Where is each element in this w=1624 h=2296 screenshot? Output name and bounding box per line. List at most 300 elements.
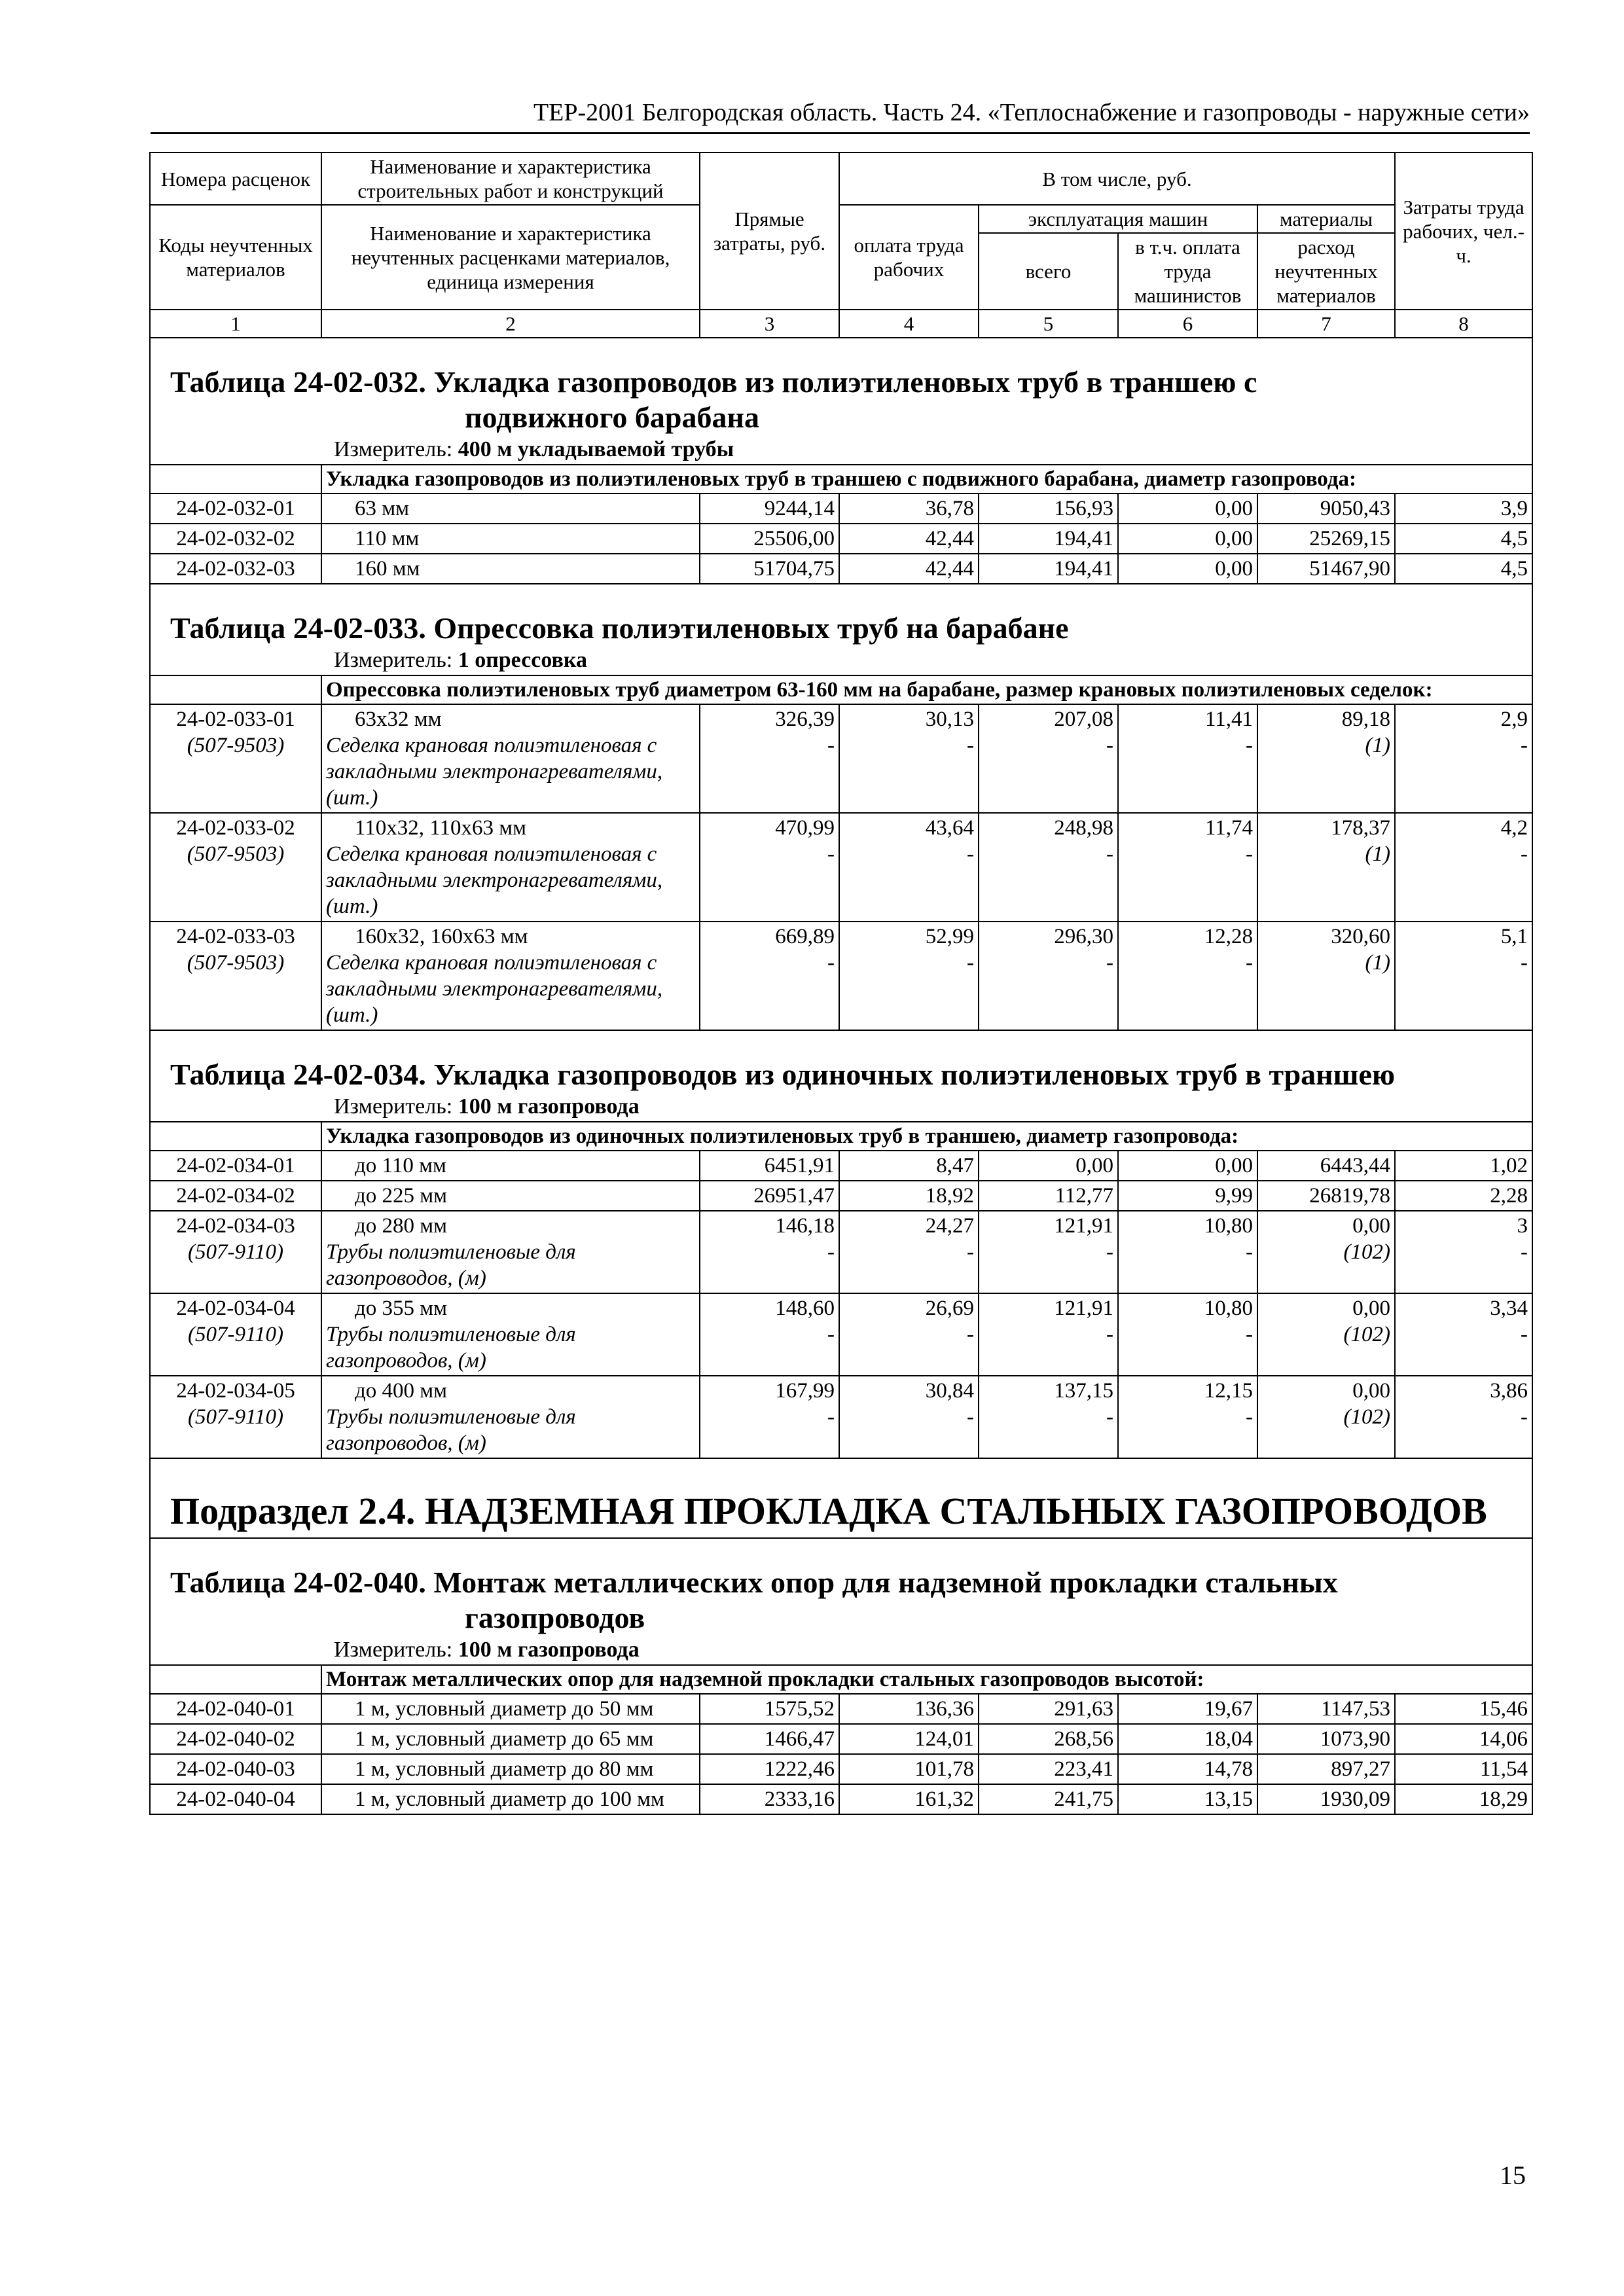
rate-name: 110х32, 110х63 мм: [355, 816, 527, 840]
value-cell-c4: [839, 813, 979, 922]
dash-mark: -: [1521, 951, 1528, 975]
value-c8: 4,5: [1395, 554, 1532, 584]
subsection-row: [150, 1458, 1532, 1538]
value-c4: 124,01: [839, 1724, 979, 1754]
value-c3: 26951,47: [700, 1181, 839, 1211]
value-c4: 52,99: [925, 925, 974, 948]
table-row: [150, 922, 1532, 1030]
rate-name-cell: [321, 1293, 700, 1376]
meter-label: Измеритель:: [334, 648, 453, 672]
value-cell-c6: [1118, 1211, 1257, 1293]
dash-mark: -: [1106, 1323, 1113, 1346]
value-c6: 19,67: [1118, 1694, 1257, 1724]
value-cell-c7: [1257, 1211, 1395, 1293]
col8-header: Затраты труда рабочих, чел.-ч.: [1395, 152, 1532, 310]
value-cell-c5: [979, 704, 1118, 813]
table-row: [150, 493, 1532, 524]
value-c7: 1930,09: [1257, 1784, 1395, 1814]
rate-code: 24-02-034-01: [150, 1151, 321, 1181]
value-c8: 18,29: [1395, 1784, 1532, 1814]
group-empty: [150, 1665, 321, 1694]
spacer: [151, 584, 1532, 611]
table-row: [150, 1211, 1532, 1293]
value-c3: 1222,46: [700, 1754, 839, 1784]
rate-code: 24-02-032-03: [150, 554, 321, 584]
rate-name: 1 м, условный диаметр до 100 мм: [321, 1784, 700, 1814]
value-c6: 12,15: [1204, 1379, 1253, 1403]
table-title-line1: Таблица 24-02-032. Укладка газопроводов из полиэтиленовых труб в траншею с: [170, 365, 1257, 399]
rate-name: 1 м, условный диаметр до 80 мм: [321, 1754, 700, 1784]
table-row: [150, 1694, 1532, 1724]
value-c4: 161,32: [839, 1784, 979, 1814]
value-c7: 1073,90: [1257, 1724, 1395, 1754]
material-code: (507-9503): [187, 951, 285, 975]
value-cell-c7: [1257, 813, 1395, 922]
rate-name-cell: [321, 922, 700, 1030]
material-code: (507-9503): [187, 734, 285, 757]
value-c8: 3,34: [1490, 1297, 1528, 1320]
spacer: [151, 1031, 1532, 1057]
value-cell-c6: [1118, 922, 1257, 1030]
value-c6: 14,78: [1118, 1754, 1257, 1784]
material-code: (507-9110): [187, 1323, 284, 1346]
value-c8: 2,9: [1500, 708, 1528, 731]
value-c7: 26819,78: [1257, 1181, 1395, 1211]
table-title-cell: [150, 338, 1532, 465]
value-c4: 136,36: [839, 1694, 979, 1724]
meter-line: [151, 646, 1532, 675]
value-cell-c8: [1395, 1211, 1532, 1293]
value-c6: 0,00: [1118, 554, 1257, 584]
table-title-row: [150, 584, 1532, 675]
table-title-row: [150, 338, 1532, 465]
dash-mark: -: [1106, 1405, 1113, 1429]
rate-name: до 225 мм: [321, 1181, 700, 1211]
value-c8: 4,5: [1395, 524, 1532, 554]
materials-header: материалы: [1257, 205, 1395, 233]
value-c5: 291,63: [979, 1694, 1118, 1724]
material-name: Седелка крановая полиэтиленовая с закладными электронагревателями, (шт.): [326, 951, 663, 1027]
meter-label: Измеритель:: [334, 1094, 453, 1119]
value-c8: 2,28: [1395, 1181, 1532, 1211]
material-qty: (102): [1343, 1405, 1391, 1429]
col3-header: Прямые затраты, руб.: [700, 152, 839, 310]
value-c7: 0,00: [1352, 1297, 1391, 1320]
col4-header: оплата труда рабочих: [839, 205, 979, 310]
dash-mark: -: [967, 1240, 974, 1264]
table-title-line2: газопроводов: [465, 1601, 645, 1634]
col-number: 1: [150, 310, 321, 338]
group-empty: [150, 1122, 321, 1151]
group-title: Укладка газопроводов из полиэтиленовых труб в траншею с подвижного барабана, диаметр газопровода:: [321, 465, 1532, 493]
rate-name: 110 мм: [321, 524, 700, 554]
value-cell-c6: [1118, 1376, 1257, 1458]
col2-header-b: Наименование и характеристика неучтенных расценками материалов, единица измерения: [321, 205, 700, 310]
machines-header: эксплуатация машин: [979, 205, 1257, 233]
value-c7: 1147,53: [1257, 1694, 1395, 1724]
rate-code: 24-02-033-01: [176, 708, 295, 731]
material-name: Трубы полиэтиленовые для газопроводов, (м): [326, 1323, 576, 1372]
col7-header: расход неучтенных материалов: [1257, 233, 1395, 310]
value-c3: 470,99: [775, 816, 835, 840]
value-cell-c7: [1257, 1376, 1395, 1458]
rate-name: до 400 мм: [355, 1379, 448, 1403]
value-c5: 137,15: [1054, 1379, 1113, 1403]
value-c5: 194,41: [979, 554, 1118, 584]
meter-value: 100 м газопровода: [458, 1094, 640, 1119]
value-cell-c8: [1395, 1376, 1532, 1458]
rate-name: 63 мм: [321, 493, 700, 524]
value-c8: 14,06: [1395, 1724, 1532, 1754]
dash-mark: -: [827, 951, 835, 975]
value-cell-c3: [700, 922, 839, 1030]
meter-value: 100 м газопровода: [458, 1638, 640, 1662]
table-row: [150, 1293, 1532, 1376]
table-row: [150, 1376, 1532, 1458]
table-title-line1: Таблица 24-02-040. Монтаж металлических опор для надземной прокладки стальных: [170, 1566, 1338, 1599]
rate-name: 160 мм: [321, 554, 700, 584]
material-name: Трубы полиэтиленовые для газопроводов, (м): [326, 1240, 576, 1290]
material-qty: (1): [1365, 951, 1391, 975]
dash-mark: -: [1246, 734, 1253, 757]
dash-mark: -: [827, 842, 835, 866]
table-title-cell: [150, 584, 1532, 675]
col-number: 6: [1118, 310, 1257, 338]
rate-code-cell: [150, 1211, 321, 1293]
value-cell-c6: [1118, 704, 1257, 813]
value-c5: 156,93: [979, 493, 1118, 524]
value-c3: 2333,16: [700, 1784, 839, 1814]
rate-code: 24-02-034-02: [150, 1181, 321, 1211]
material-qty: (1): [1365, 842, 1391, 866]
value-cell-c8: [1395, 1293, 1532, 1376]
subsection-title: Подраздел 2.4. НАДЗЕМНАЯ ПРОКЛАДКА СТАЛЬНЫХ ГАЗОПРОВОДОВ: [170, 1490, 1487, 1532]
col-number: 3: [700, 310, 839, 338]
meter-line: [151, 435, 1532, 464]
value-cell-c4: [839, 1293, 979, 1376]
table-row: [150, 1784, 1532, 1814]
material-name: Седелка крановая полиэтиленовая с закладными электронагревателями, (шт.): [326, 842, 663, 918]
value-c6: 10,80: [1204, 1297, 1253, 1320]
table-row: [150, 704, 1532, 813]
value-c4: 36,78: [839, 493, 979, 524]
table-row: [150, 1181, 1532, 1211]
table-row: [150, 1151, 1532, 1181]
rate-name-cell: [321, 1211, 700, 1293]
rate-name: 1 м, условный диаметр до 50 мм: [321, 1694, 700, 1724]
value-c4: 24,27: [925, 1214, 974, 1238]
table-row: [150, 813, 1532, 922]
table-row: [150, 554, 1532, 584]
rate-code: 24-02-034-04: [176, 1297, 295, 1320]
rate-code: 24-02-040-03: [150, 1754, 321, 1784]
value-cell-c3: [700, 1293, 839, 1376]
value-cell-c5: [979, 1376, 1118, 1458]
col-number: 8: [1395, 310, 1532, 338]
dash-mark: -: [1106, 1240, 1113, 1264]
rate-code: 24-02-040-01: [150, 1694, 321, 1724]
rate-code-cell: [150, 704, 321, 813]
dash-mark: -: [1521, 1405, 1528, 1429]
group-empty: [150, 465, 321, 493]
value-c6: 11,74: [1204, 816, 1253, 840]
value-cell-c5: [979, 922, 1118, 1030]
rate-name: 1 м, условный диаметр до 65 мм: [321, 1724, 700, 1754]
value-c7: 9050,43: [1257, 493, 1395, 524]
dash-mark: -: [827, 1240, 835, 1264]
page-number: 15: [1500, 2161, 1526, 2190]
value-c4: 42,44: [839, 524, 979, 554]
meter-value: 1 опрессовка: [458, 648, 587, 672]
rate-code: 24-02-032-02: [150, 524, 321, 554]
table-title-cell: [150, 1030, 1532, 1122]
dash-mark: -: [1246, 1240, 1253, 1264]
material-qty: (102): [1343, 1323, 1391, 1346]
value-c5: 121,91: [1054, 1214, 1113, 1238]
dash-mark: -: [1246, 951, 1253, 975]
value-c7: 0,00: [1352, 1379, 1391, 1403]
dash-mark: -: [1521, 1323, 1528, 1346]
value-cell-c6: [1118, 1293, 1257, 1376]
value-c7: 25269,15: [1257, 524, 1395, 554]
value-c7: 897,27: [1257, 1754, 1395, 1784]
group-row: [150, 1665, 1532, 1694]
value-c8: 1,02: [1395, 1151, 1532, 1181]
dash-mark: -: [827, 734, 835, 757]
group-title: Укладка газопроводов из одиночных полиэтиленовых труб в траншею, диаметр газопровода:: [321, 1122, 1532, 1151]
value-cell-c6: [1118, 813, 1257, 922]
table-title-line2: подвижного барабана: [465, 401, 759, 434]
value-c7: 0,00: [1352, 1214, 1391, 1238]
table-title-row: [150, 1030, 1532, 1122]
value-c5: 223,41: [979, 1754, 1118, 1784]
value-c3: 1575,52: [700, 1694, 839, 1724]
value-c4: 26,69: [925, 1297, 974, 1320]
dash-mark: -: [1246, 1405, 1253, 1429]
value-c5: 121,91: [1054, 1297, 1113, 1320]
value-cell-c5: [979, 1293, 1118, 1376]
rate-code-cell: [150, 1293, 321, 1376]
meter-label: Измеритель:: [334, 1638, 453, 1662]
dash-mark: -: [1246, 1323, 1253, 1346]
table-title: [151, 1057, 1532, 1092]
included-header: В том числе, руб.: [839, 152, 1395, 205]
value-c6: 13,15: [1118, 1784, 1257, 1814]
dash-mark: -: [967, 1405, 974, 1429]
dash-mark: -: [967, 842, 974, 866]
value-c5: 0,00: [979, 1151, 1118, 1181]
value-c8: 15,46: [1395, 1694, 1532, 1724]
value-cell-c7: [1257, 922, 1395, 1030]
meter-line: [151, 1636, 1532, 1664]
rate-name: до 110 мм: [321, 1151, 700, 1181]
value-cell-c3: [700, 704, 839, 813]
value-c7: 6443,44: [1257, 1151, 1395, 1181]
table-row: [150, 524, 1532, 554]
dash-mark: -: [827, 1323, 835, 1346]
value-c4: 30,13: [925, 708, 974, 731]
value-c8: 3,86: [1490, 1379, 1528, 1403]
table-title: [151, 611, 1532, 646]
value-cell-c8: [1395, 704, 1532, 813]
page-header: ТЕР-2001 Белгородская область. Часть 24. «Теплоснабжение и газопроводы - наружные сети»: [151, 98, 1530, 134]
value-c8: 4,2: [1500, 816, 1528, 840]
rate-code-cell: [150, 1376, 321, 1458]
rate-code: 24-02-033-03: [176, 925, 295, 948]
group-title: Монтаж металлических опор для надземной прокладки стальных газопроводов высотой:: [321, 1665, 1532, 1694]
group-row: [150, 1122, 1532, 1151]
col-number: 2: [321, 310, 700, 338]
value-c3: 51704,75: [700, 554, 839, 584]
value-c7: 320,60: [1331, 925, 1391, 948]
material-name: Трубы полиэтиленовые для газопроводов, (м): [326, 1405, 576, 1455]
material-code: (507-9503): [187, 842, 285, 866]
rate-code: 24-02-040-02: [150, 1724, 321, 1754]
value-c5: 112,77: [979, 1181, 1118, 1211]
table-title-line1: Таблица 24-02-034. Укладка газопроводов из одиночных полиэтиленовых труб в траншею: [170, 1058, 1396, 1091]
value-c3: 148,60: [775, 1297, 835, 1320]
value-c4: 30,84: [925, 1379, 974, 1403]
value-c8: 11,54: [1395, 1754, 1532, 1784]
spacer: [151, 1459, 1532, 1485]
col5-header: всего: [979, 233, 1118, 310]
spacer: [151, 1539, 1532, 1565]
rate-name: до 355 мм: [355, 1297, 448, 1320]
value-cell-c8: [1395, 813, 1532, 922]
dash-mark: -: [967, 734, 974, 757]
dash-mark: -: [967, 1323, 974, 1346]
rate-code: 24-02-034-05: [176, 1379, 295, 1403]
rate-name-cell: [321, 813, 700, 922]
value-c5: 207,08: [1054, 708, 1113, 731]
rate-code: 24-02-033-02: [176, 816, 295, 840]
table-title: [151, 1565, 1532, 1636]
col1-header-a: Номера расценок: [150, 152, 321, 205]
table-body: [150, 338, 1532, 1814]
value-c5: 248,98: [1054, 816, 1113, 840]
dash-mark: -: [1106, 951, 1113, 975]
dash-mark: -: [967, 951, 974, 975]
value-c6: 9,99: [1118, 1181, 1257, 1211]
value-c6: 0,00: [1118, 524, 1257, 554]
table-title: [151, 365, 1532, 435]
rate-name: 63х32 мм: [355, 708, 442, 731]
value-cell-c5: [979, 1211, 1118, 1293]
value-c4: 18,92: [839, 1181, 979, 1211]
col1-header-b: Коды неучтенных материалов: [150, 205, 321, 310]
dash-mark: -: [1521, 842, 1528, 866]
table-row: [150, 1724, 1532, 1754]
col-number: 5: [979, 310, 1118, 338]
value-c5: 194,41: [979, 524, 1118, 554]
col-number: 7: [1257, 310, 1395, 338]
value-c3: 669,89: [775, 925, 835, 948]
value-cell-c4: [839, 922, 979, 1030]
value-c5: 268,56: [979, 1724, 1118, 1754]
value-c7: 51467,90: [1257, 554, 1395, 584]
value-c6: 11,41: [1204, 708, 1253, 731]
material-name: Седелка крановая полиэтиленовая с закладными электронагревателями, (шт.): [326, 734, 663, 810]
value-c3: 1466,47: [700, 1724, 839, 1754]
value-c8: 3: [1517, 1214, 1528, 1238]
table-header: [150, 152, 1532, 338]
material-qty: (1): [1365, 734, 1391, 757]
price-table-wrapper: [149, 152, 1532, 1815]
value-cell-c4: [839, 1376, 979, 1458]
table-row: [150, 1754, 1532, 1784]
value-cell-c7: [1257, 704, 1395, 813]
rate-name-cell: [321, 704, 700, 813]
col6-header: в т.ч. оплата труда машинистов: [1118, 233, 1257, 310]
group-row: [150, 465, 1532, 493]
value-cell-c3: [700, 813, 839, 922]
value-c4: 43,64: [925, 816, 974, 840]
value-c4: 101,78: [839, 1754, 979, 1784]
meter-line: [151, 1092, 1532, 1121]
material-code: (507-9110): [187, 1405, 284, 1429]
value-cell-c3: [700, 1376, 839, 1458]
value-c5: 241,75: [979, 1784, 1118, 1814]
value-cell-c4: [839, 1211, 979, 1293]
dash-mark: -: [1521, 1240, 1528, 1264]
material-code: (507-9110): [187, 1240, 284, 1264]
value-c3: 9244,14: [700, 493, 839, 524]
value-cell-c8: [1395, 922, 1532, 1030]
value-c4: 42,44: [839, 554, 979, 584]
value-c3: 146,18: [775, 1214, 835, 1238]
dash-mark: -: [1106, 734, 1113, 757]
subsection-cell: [150, 1458, 1532, 1538]
value-c3: 167,99: [775, 1379, 835, 1403]
value-c3: 326,39: [775, 708, 835, 731]
rate-code-cell: [150, 922, 321, 1030]
value-c7: 178,37: [1331, 816, 1391, 840]
value-cell-c4: [839, 704, 979, 813]
group-row: [150, 675, 1532, 704]
rate-name: до 280 мм: [355, 1214, 448, 1238]
table-title-line1: Таблица 24-02-033. Опрессовка полиэтиленовых труб на барабане: [170, 611, 1069, 645]
value-c8: 5,1: [1500, 925, 1528, 948]
dash-mark: -: [1521, 734, 1528, 757]
value-c5: 296,30: [1054, 925, 1113, 948]
value-c7: 89,18: [1341, 708, 1391, 731]
meter-label: Измеритель:: [334, 437, 453, 461]
rate-name: 160х32, 160х63 мм: [355, 925, 528, 948]
table-title-cell: [150, 1538, 1532, 1665]
value-c6: 10,80: [1204, 1214, 1253, 1238]
value-cell-c3: [700, 1211, 839, 1293]
dash-mark: -: [827, 1405, 835, 1429]
table-title-row: [150, 1538, 1532, 1665]
col-number: 4: [839, 310, 979, 338]
value-c6: 0,00: [1118, 493, 1257, 524]
dash-mark: -: [1246, 842, 1253, 866]
col2-header-a: Наименование и характеристика строительных работ и конструкций: [321, 152, 700, 205]
value-c6: 0,00: [1118, 1151, 1257, 1181]
rate-code: 24-02-040-04: [150, 1784, 321, 1814]
rate-name-cell: [321, 1376, 700, 1458]
value-cell-c7: [1257, 1293, 1395, 1376]
dash-mark: -: [1106, 842, 1113, 866]
value-c3: 6451,91: [700, 1151, 839, 1181]
rate-code: 24-02-034-03: [176, 1214, 295, 1238]
spacer: [151, 338, 1532, 365]
value-cell-c5: [979, 813, 1118, 922]
value-c3: 25506,00: [700, 524, 839, 554]
value-c8: 3,9: [1395, 493, 1532, 524]
rate-code-cell: [150, 813, 321, 922]
meter-value: 400 м укладываемой трубы: [458, 437, 734, 461]
